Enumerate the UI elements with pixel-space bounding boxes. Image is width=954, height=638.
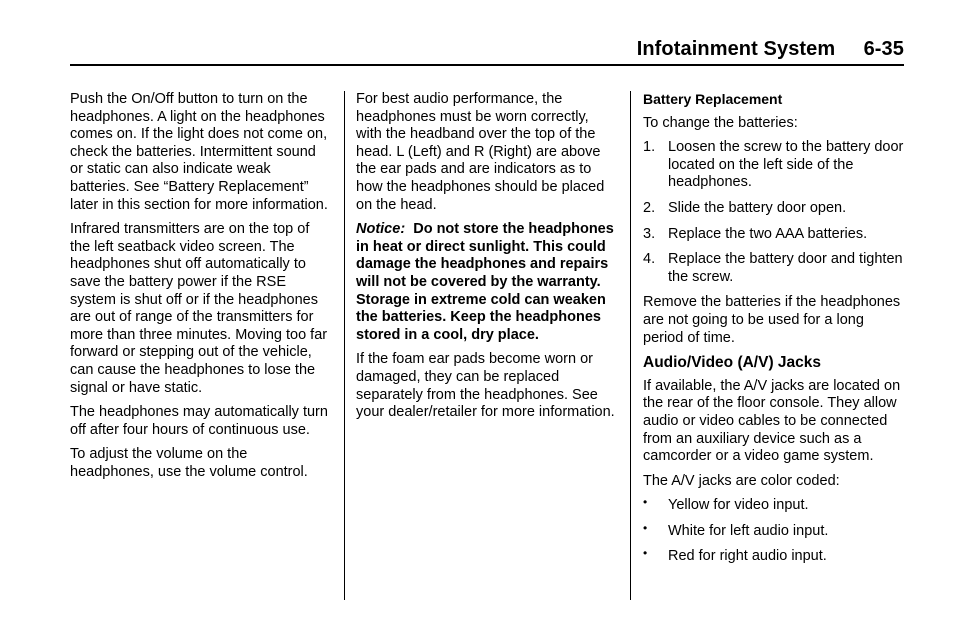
paragraph-wearing: For best audio performance, the headphones must be worn correctly, with the headband over the top of the head. L (Left) and R (Right) are above the ear pads and are indicators as to how the headphones should be placed on the head. bbox=[356, 91, 605, 213]
notice-text: Do not store the headphones in heat or direct sunlight. This could damage the headphones and repairs will not be covered by the warranty. Storage in extreme cold can weaken the batteries. Keep the headphones stored in a cool, dry place. bbox=[356, 221, 614, 343]
list-item bbox=[643, 520, 905, 541]
step-text: Replace the battery door and tighten the screw. bbox=[668, 251, 903, 285]
battery-steps-list bbox=[643, 139, 905, 286]
bullet-icon: • bbox=[643, 546, 648, 561]
column-divider-2 bbox=[630, 91, 631, 600]
paragraph-ear-pads: If the foam ear pads become worn or damaged, they can be replaced separately from the headphones. See your dealer/retailer for more information. bbox=[356, 351, 615, 421]
paragraph-power: Push the On/Off button to turn on the headphones. A light on the headphones comes on. If the light does not come on, check the batteries. Intermittent sound or static can also indicate weak batteries. See “Battery Replacement” later in this section for more information. bbox=[70, 91, 328, 213]
header-rule bbox=[70, 64, 904, 66]
step-number: 1. bbox=[643, 139, 656, 156]
step-number: 3. bbox=[643, 225, 656, 242]
bullet-text: Red for right audio input. bbox=[668, 548, 827, 565]
step-number: 4. bbox=[643, 251, 656, 268]
column-3 bbox=[643, 91, 905, 574]
step-text: Replace the two AAA batteries. bbox=[668, 225, 868, 242]
step-number: 2. bbox=[643, 199, 656, 216]
bullet-icon: • bbox=[643, 520, 648, 535]
step-text: Loosen the screw to the battery door located on the left side of the headphones. bbox=[668, 139, 904, 191]
step-text: Slide the battery door open. bbox=[668, 199, 847, 216]
list-item bbox=[643, 251, 905, 286]
paragraph-volume: To adjust the volume on the headphones, use the volume control. bbox=[70, 446, 308, 480]
page-header bbox=[70, 36, 904, 66]
bullet-text: Yellow for video input. bbox=[668, 497, 809, 514]
section-heading-av-jacks: Audio/Video (A/V) Jacks bbox=[643, 354, 822, 372]
paragraph-auto-off: The headphones may automatically turn off after four hours of continuous use. bbox=[70, 404, 328, 438]
subheading-battery-replacement: Battery Replacement bbox=[643, 91, 783, 107]
paragraph-color-coded: The A/V jacks are color coded: bbox=[643, 472, 840, 489]
list-item bbox=[643, 226, 905, 244]
paragraph-infrared: Infrared transmitters are on the top of the left seatback video screen. The headphones shut off automatically to save the battery power if the RSE system is shut off or if the headphones are out of range of the transmitters for more than three minutes. Moving too far forward or stepping out of the vehicle, can cause the headphones to lose the signal or have static. bbox=[70, 221, 328, 396]
paragraph-change-intro: To change the batteries: bbox=[643, 114, 798, 131]
bullet-icon: • bbox=[643, 495, 648, 510]
av-jacks-list bbox=[643, 497, 905, 566]
paragraph-av-location: If available, the A/V jacks are located on the rear of the floor console. They allow audio or video cables to be connected from an auxiliary device such as a camcorder or a video game system. bbox=[643, 377, 901, 465]
notice-label: Notice: bbox=[356, 221, 406, 238]
list-item bbox=[643, 139, 905, 192]
list-item bbox=[643, 200, 905, 218]
column-divider-1 bbox=[344, 91, 345, 600]
page-title: Infotainment System 6-35 bbox=[636, 38, 904, 60]
paragraph-remove-batteries: Remove the batteries if the headphones are not going to be used for a long period of time. bbox=[643, 294, 901, 346]
notice-block bbox=[356, 221, 618, 344]
list-item bbox=[643, 497, 905, 515]
list-item bbox=[643, 548, 905, 566]
bullet-text: White for left audio input. bbox=[668, 522, 829, 539]
column-1 bbox=[70, 91, 332, 488]
column-2 bbox=[356, 91, 618, 429]
